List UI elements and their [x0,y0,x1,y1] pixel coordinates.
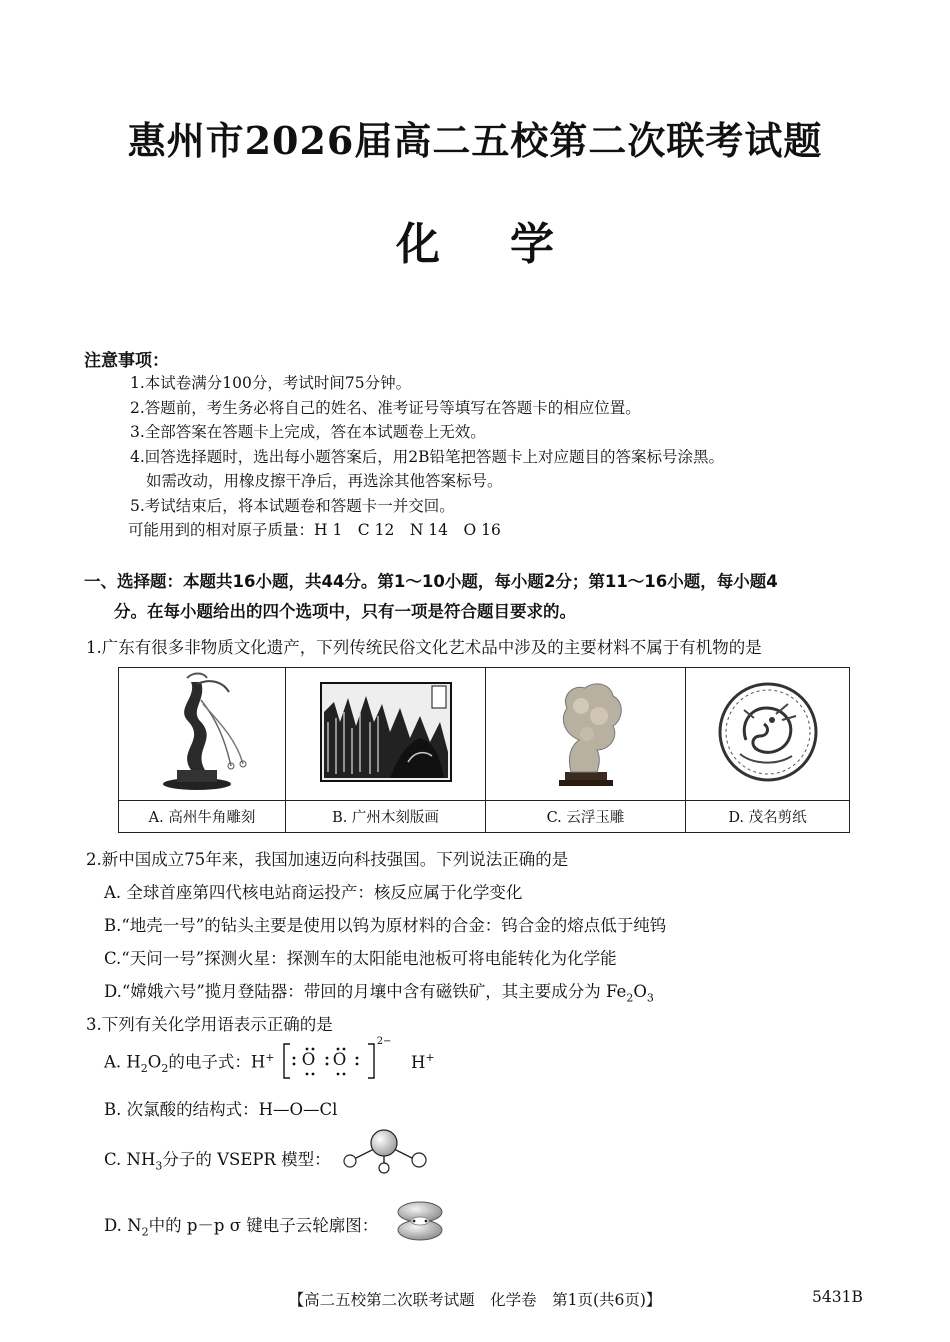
q1-caption-c: C. 云浮玉雕 [486,801,686,833]
question-2-option-d [104,978,654,1004]
section-line-2: 分。在每小题给出的四个选项中，只有一项是符合题目要求的。 [114,602,576,621]
oxygen-symbol: O [301,1050,316,1069]
atomic-mass-note: 可能用到的相对原子质量：H 1 C 12 N 14 O 16 [128,521,501,539]
question-3-option-a [104,1036,435,1080]
q3-a-text: O [147,1052,162,1072]
horn-carving-icon [147,670,257,794]
q1-caption-d: D. 茂名剪纸 [686,801,850,833]
subscript: 3 [646,991,654,1005]
question-2-option-b: B.“地壳一号”的钻头主要是使用以钨为原材料的合金：钨合金的熔点低于纯钨 [104,916,667,935]
oxygen-symbol: O [332,1050,347,1069]
question-2-stem: 2.新中国成立75年来，我国加速迈向科技强国。下列说法正确的是 [86,850,569,869]
vsepr-model-icon [340,1128,430,1174]
section-heading [84,567,874,627]
subscript: 2 [626,991,634,1005]
q3-a-text: H [410,1052,426,1072]
note-item: 4.回答选择题时，选出每小题答案后，用2B铅笔把答题卡上对应题目的答案标号涂黑。 [130,447,725,466]
exam-title: 惠州市2026届高二五校第二次联考试题 [127,118,823,163]
question-3-stem: 3.下列有关化学用语表示正确的是 [86,1015,333,1034]
q1-caption-a: A. 高州牛角雕刻 [119,801,286,833]
note-item: 3.全部答案在答题卡上完成，答在本试题卷上无效。 [130,423,486,441]
jade-carving-image [486,668,686,801]
subject-title: 化学 [396,219,624,270]
question-3-option-b: B. 次氯酸的结构式：H—O—Cl [104,1100,338,1119]
q1-caption-b: B. 广州木刻版画 [286,801,486,833]
jade-carving-icon [541,676,631,788]
electron-dot-formula [282,1036,400,1076]
question-3-option-c [104,1146,331,1172]
question-2-option-c: C.“天问一号”探测火星：探测车的太阳能电池板可将电能转化为化学能 [104,949,617,968]
subscript: 2 [141,1225,149,1239]
subscript: 2 [140,1061,148,1075]
note-item: 1.本试卷满分100分，考试时间75分钟。 [130,374,412,392]
notes-title: 注意事项： [84,351,169,371]
q3-c-text: 分子的 VSEPR 模型： [162,1150,331,1169]
q1-image-table [118,667,850,833]
charge-label: 2− [376,1036,392,1047]
woodcut-print-image [286,668,486,801]
q3-d-text: D. N [104,1216,142,1235]
q2-d-text: D.“嫦娥六号”揽月登陆器：带回的月壤中含有磁铁矿，其主要成分为 Fe [104,982,627,1001]
note-item: 如需改动，用橡皮擦干净后，再选涂其他答案标号。 [146,472,503,490]
footer-text: 【高二五校第二次联考试题 化学卷 第1页(共6页)】 [288,1291,662,1309]
note-item: 2.答题前，考生务必将自己的姓名、准考证号等填写在答题卡的相应位置。 [130,398,641,417]
question-3-option-d [104,1212,378,1238]
superscript: + [425,1051,435,1064]
paper-cutting-image [686,668,850,801]
subscript: 2 [161,1061,169,1075]
q3-a-text: A. H [104,1052,141,1072]
subscript: 3 [155,1159,163,1173]
paper-code: 5431B [812,1288,863,1306]
paper-cutting-icon [716,680,820,784]
section-line-1: 一、选择题：本题共16小题，共44分。第1～10小题，每小题2分；第11～16小题，每小题4 [84,572,778,591]
electron-cloud-icon [394,1200,446,1242]
q2-d-formula-part: O [633,982,647,1001]
note-item: 5.考试结束后，将本试题卷和答题卡一并交回。 [130,496,455,515]
superscript: + [265,1051,275,1064]
q3-a-text: 的电子式：H [168,1052,266,1072]
question-1-stem: 1.广东有很多非物质文化遗产，下列传统民俗文化艺术品中涉及的主要材料不属于有机物的是 [86,638,762,657]
horn-carving-image [119,668,286,801]
q3-c-text: C. NH [104,1150,156,1169]
woodcut-print-icon [320,682,452,782]
notes-list [130,371,890,543]
q3-d-text: 中的 p－p σ 键电子云轮廓图： [148,1216,379,1235]
page-footer [0,1288,950,1310]
question-2-option-a: A. 全球首座第四代核电站商运投产：核反应属于化学变化 [104,883,523,902]
